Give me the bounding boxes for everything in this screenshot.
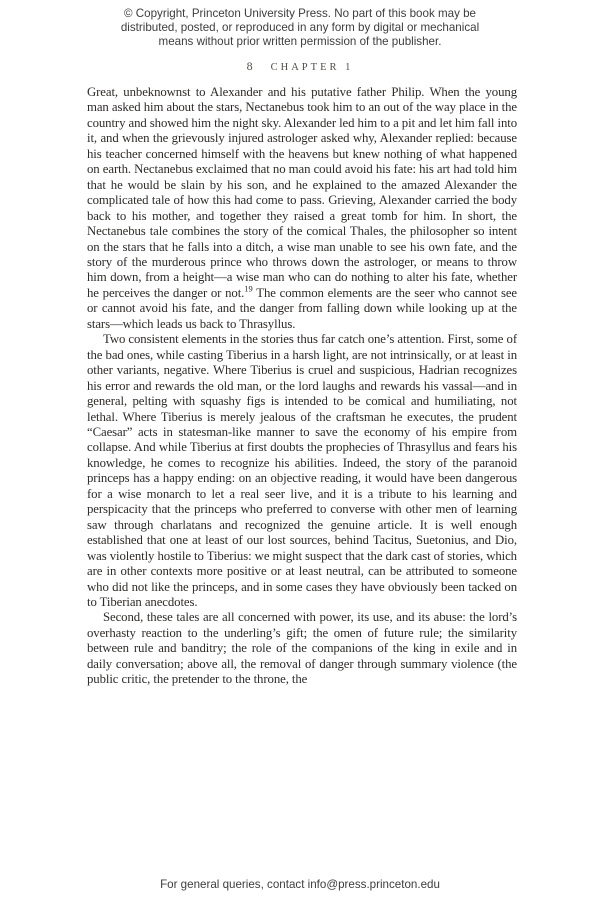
copyright-line: © Copyright, Princeton University Press. No part of this book may be <box>124 7 476 20</box>
running-head <box>0 57 600 75</box>
copyright-line: distributed, posted, or reproduced in any form by digital or mechanical <box>120 20 480 34</box>
body-paragraph: Great, unbeknownst to Alexander and his putative father Philip. When the young man asked him about the stars, Nectanebus took him to an out of the way place in the country and showed him the night sky. Alexander led him to a pit and let him fall into it, and when the grievously injured astrologer asked why, Alexander replied: because his teacher concerned himself with the heavens but knew nothing of what happened on earth. Nectanebus exclaimed that no man could avoid his fate: his art had told him that he would be slain by his son, and he explained to the amazed Alexander the complicated tale of how this had come to pass. Grieving, Alexander carried the body back to his mother, and together they raised a great tomb for him. In short, the Nectanebus tale combines the story of the comical Thales, the philosopher so intent on the stars that he falls into a ditch, a wise man unable to see his own fate, and the story of the murderous prince who throws down the astrologer, or means to throw him down, from a height—a wise man who can do nothing to alter his fate, whether he perceives the danger or not.$^{19}$ The common elements are the seer who cannot see or cannot avoid his fate, and the danger from falling down while looking up at the stars—which leads us back to Thrasyllus. <box>87 85 517 331</box>
footer-contact: For general queries, contact info@press.princeton.edu <box>160 878 440 891</box>
body-paragraph: Second, these tales are all concerned with power, its use, and its abuse: the lord’s overhasty reaction to the underling’s gift; the omen of future rule; the similarity between rule and banditry; the role of the companions of the king in exile and in daily conversation; above all, the removal of danger through summary violence (the public critic, the pretender to the throne, the <box>87 610 517 687</box>
copyright-line: means without prior written permission of the publisher. <box>158 34 442 48</box>
body-paragraph: Two consistent elements in the stories thus far catch one’s attention. First, some of the bad ones, while casting Tiberius in a harsh light, are not intrinsically, or at least in other variants, negative. Where Tiberius is cruel and suspicious, Hadrian recognizes his error and rewards the old man, or the lord laughs and rewards his vassal—and in general, pelting with squashy figs is intended to be comical and humiliating, not lethal. Where Tiberius is merely jealous of the craftsman he executes, the prudent “Caesar” acts in statesman-like manner to save the economy of his empire from collapse. And while Tiberius at first doubts the prophecies of Thrasyllus and fears his knowledge, he comes to recognize his abilities. Indeed, the story of the paranoid princeps has a happy ending: on an objective reading, it would have been dangerous for a wise monarch to let a real seer live, and it is a tribute to his learning and perspicacity that the princeps who preferred to converse with other men of learning saw through charlatans and recognized the genuine article. It is well enough established that one at least of our lost sources, behind Tacitus, Suetonius, and Dio, was violently hostile to Tiberius: we might suspect that the dark cast of stories, which are in other contexts more positive or at least neutral, can be attributed to someone who did not like the princeps, and in some cases they have obviously been tacked on to Tiberian anecdotes. <box>87 332 517 609</box>
chapter-heading: CHAPTER 1 <box>270 62 354 73</box>
copyright-notice <box>0 7 600 49</box>
page-number: 8 <box>246 59 253 73</box>
footnote-ref: 19 <box>244 283 253 294</box>
body-text <box>87 85 517 688</box>
